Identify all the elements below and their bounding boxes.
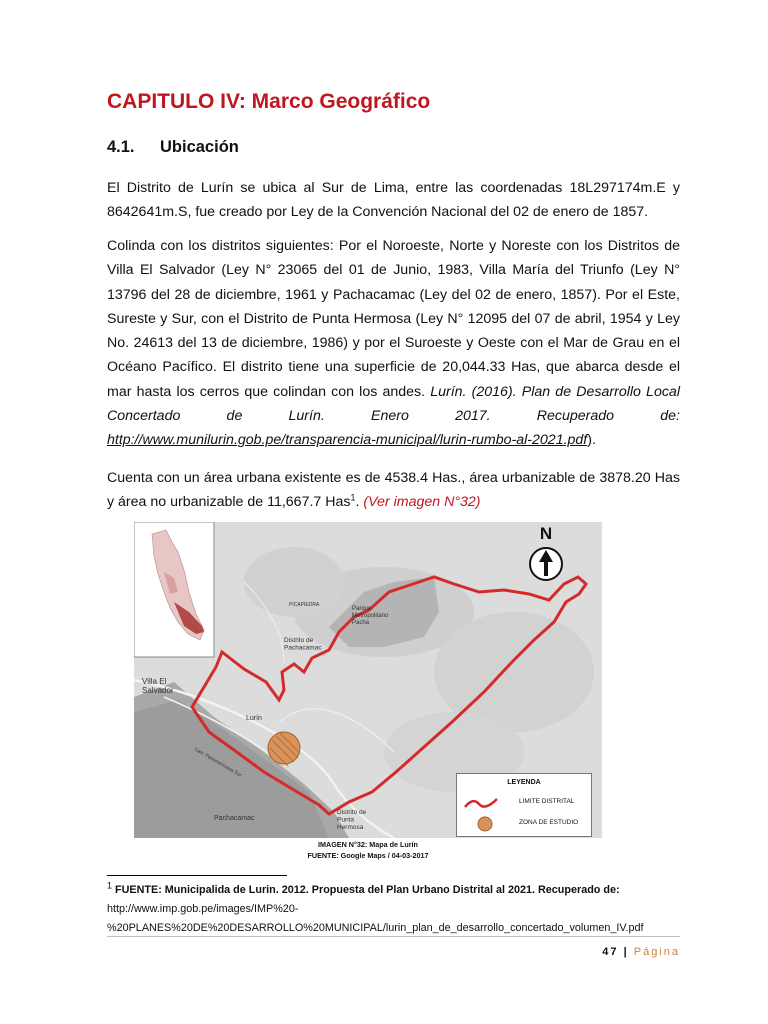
red-line-icon: [461, 793, 501, 811]
legend-item-study-zone: [461, 814, 589, 832]
footnote-number: 1: [107, 880, 113, 891]
label-picapiedra: PICAPIEDRA: [289, 602, 320, 608]
boundaries-text: Colinda con los distritos siguientes: Por el Noroeste, Norte y Noreste con los Distritos de Villa El Salvador (Ley N° 23065 del 01 de Junio, 1983, Villa María del Triunfo (Ley N° 13796 del 28 de diciembre, 1961 y Pachacamac (Ley del 02 de enero, 1857). Por el Este, Sureste y Sur, con el Distrito de Punta Hermosa (Ley N° 12095 del 07 de abril, 1954 y Ley No. 24613 del 13 de diciembre, 1986) y por el Suroeste y Oeste con el Mar de Grau en el Océano Pacífico. El distrito tiene una superficie de 20,044.33 Has, que abarca desde el mar hasta los cerros que colindan con los andes.: [107, 238, 680, 400]
legend-label-study-zone: ZONA DE ESTUDIO: [519, 819, 579, 826]
section-heading: [107, 138, 407, 157]
label-pachacamac: Pachacamac: [214, 815, 255, 822]
map-legend: [456, 773, 592, 837]
label-parque: Parque Metropolitano Pacha: [352, 606, 389, 626]
footnote-url-1[interactable]: http://www.imp.gob.pe/images/IMP%20-: [107, 903, 299, 915]
page-number-divider: [107, 936, 680, 937]
footnote-marker[interactable]: 1: [350, 492, 356, 503]
footnote-divider: [107, 875, 287, 876]
reference-link[interactable]: http://www.munilurin.gob.pe/transparencia-municipal/lurin-rumbo-al-2021.pdf: [107, 432, 588, 449]
caption-title: IMAGEN N°32: Mapa de Lurín: [318, 840, 418, 849]
label-pachacamac-district: Distrito de Pachacamac: [284, 637, 322, 652]
area-text: Cuenta con un área urbana existente es de 4538.4 Has., área urbanizable de 3878.20 Has y área no urbanizable de 11,667.7 Has: [107, 470, 680, 511]
footnote: [107, 881, 687, 938]
footnote-url-2[interactable]: %20PLANES%20DE%20DESARROLLO%20MUNICIPAL/lurin_plan_de_desarrollo_concertado_volumen_IV.pdf: [107, 922, 644, 934]
page-number-separator: |: [623, 946, 629, 958]
legend-label-boundary: LIMITE DISTRITAL: [519, 798, 575, 805]
image-reference: (Ver imagen N°32): [363, 494, 481, 511]
label-punta-hermosa: Distrito de Punta Hermosa: [337, 809, 367, 831]
legend-title: LEYENDA: [507, 779, 541, 786]
page-word: Página: [633, 946, 680, 958]
label-lurin: Lurín: [246, 715, 262, 722]
section-number: 4.1.: [107, 138, 135, 156]
orange-circle-icon: [461, 814, 501, 832]
north-label: N: [539, 524, 553, 543]
area-dot: .: [355, 494, 360, 511]
citation-end: ).: [587, 432, 596, 449]
paragraph-area: [107, 466, 680, 515]
page-number: [580, 946, 680, 958]
paragraph-location: El Distrito de Lurín se ubica al Sur de Lima, entre las coordenadas 18L297174m.E y 8642641m.S, fue creado por Ley de la Convención Nacional del 02 de enero de 1857.: [107, 180, 680, 221]
section-title: Ubicación: [160, 138, 239, 156]
label-villa-el-salvador-1: Villa El Salvador: [142, 677, 174, 696]
citation-text: Lurín. (2016). Plan de Desarrollo Local Concertado de Lurín. Enero 2017. Recuperado de:: [107, 383, 680, 425]
north-arrow-icon: [523, 524, 569, 584]
legend-item-boundary: [461, 793, 589, 811]
chapter-title: CAPITULO IV: Marco Geográfico: [107, 90, 431, 113]
label-road: Carr. Panamericana Sur: [193, 746, 243, 779]
paragraph-boundaries: [107, 234, 680, 453]
page-number-value: 47: [602, 946, 619, 958]
figure-caption: [134, 839, 602, 861]
caption-source: FUENTE: Google Maps / 04-03-2017: [307, 851, 429, 860]
footnote-source: FUENTE: Municipalida de Lurin. 2012. Propuesta del Plan Urbano Distrital al 2021. Recuperado de:: [115, 884, 620, 896]
